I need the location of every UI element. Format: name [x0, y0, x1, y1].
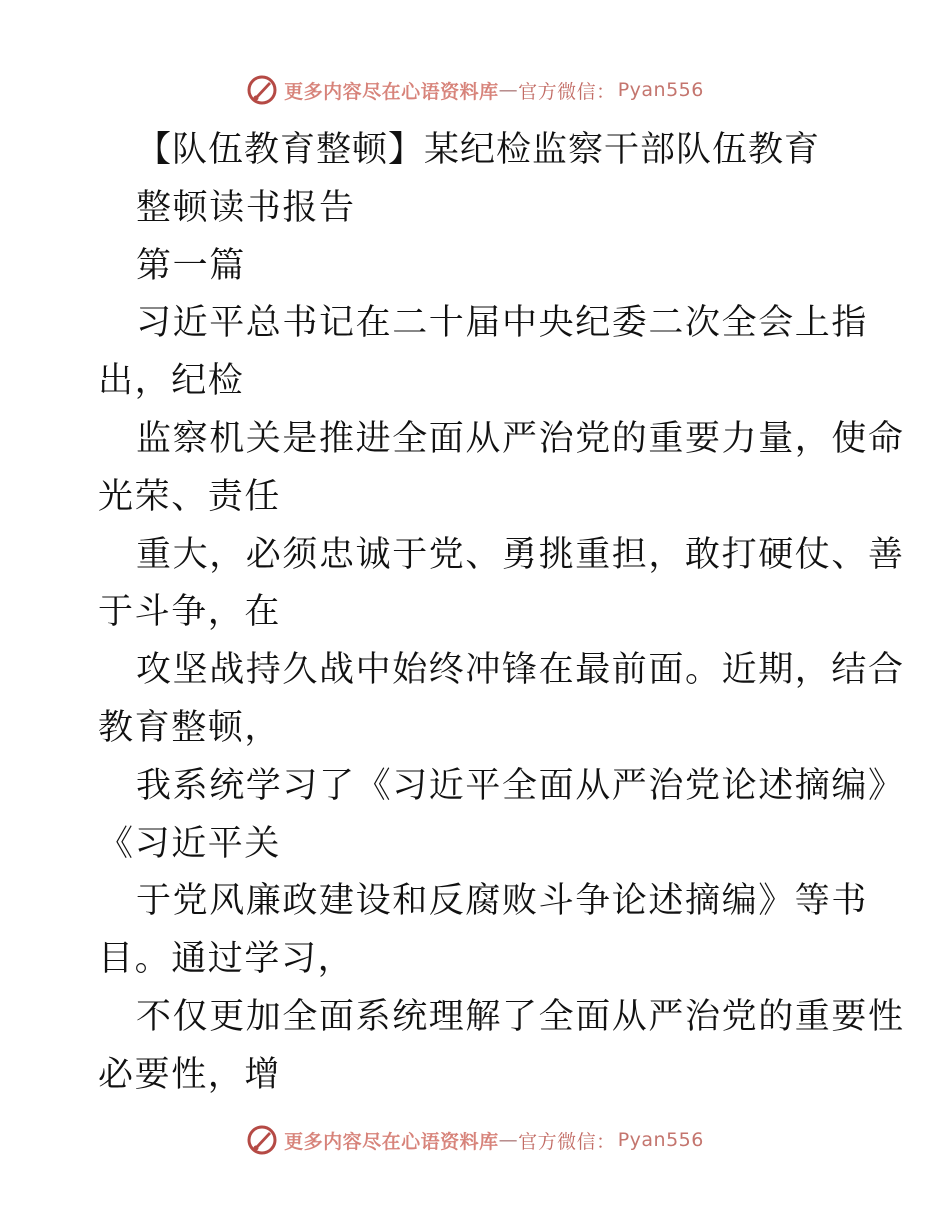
footer-banner — [0, 1120, 950, 1160]
banner-site-text: 更多内容尽在心语资料库 — [284, 1130, 499, 1153]
banner-dash: — — [498, 1129, 519, 1151]
document-title-line-2: 整顿读书报告 — [136, 187, 356, 228]
banner-dash: — — [498, 79, 519, 101]
section-heading: 第一篇 — [136, 245, 246, 286]
paragraph-line: 习近平总书记在二十届中央纪委二次全会上指 — [136, 303, 869, 344]
brush-logo-icon — [246, 1124, 278, 1156]
paragraph-line: 不仅更加全面系统理解了全面从严治党的重要性 — [136, 996, 905, 1037]
paragraph-line: 攻坚战持久战中始终冲锋在最前面。近期，结合 — [136, 650, 905, 691]
banner-account: Pyan556 — [617, 1129, 704, 1151]
banner-site-text: 更多内容尽在心语资料库 — [284, 80, 499, 103]
banner-account: Pyan556 — [617, 79, 704, 101]
paragraph-line: 于斗争，在 — [98, 592, 282, 633]
paragraph-line: 重大，必须忠诚于党、勇挑重担，敢打硬仗、善 — [136, 534, 905, 575]
paragraph-line: 《习近平关 — [98, 823, 282, 864]
document-body — [98, 122, 905, 1105]
paragraph-line: 监察机关是推进全面从严治党的重要力量，使命 — [136, 418, 905, 459]
paragraph-line: 目。通过学习， — [98, 939, 355, 980]
paragraph-line: 光荣、责任 — [98, 476, 282, 517]
banner-wechat-label: 官方微信： — [518, 1130, 616, 1153]
banner-wechat-label: 官方微信： — [518, 80, 616, 103]
paragraph-line: 出，纪检 — [98, 361, 245, 402]
paragraph-line: 我系统学习了《习近平全面从严治党论述摘编》 — [136, 765, 905, 806]
brush-logo-icon — [246, 74, 278, 106]
paragraph-line: 教育整顿， — [98, 707, 282, 748]
paragraph-line: 必要性，增 — [98, 1054, 282, 1095]
header-banner — [0, 70, 950, 110]
document-title-line-1: 【队伍教育整顿】某纪检监察干部队伍教育 — [136, 130, 821, 170]
paragraph-line: 于党风廉政建设和反腐败斗争论述摘编》等书 — [136, 881, 869, 922]
